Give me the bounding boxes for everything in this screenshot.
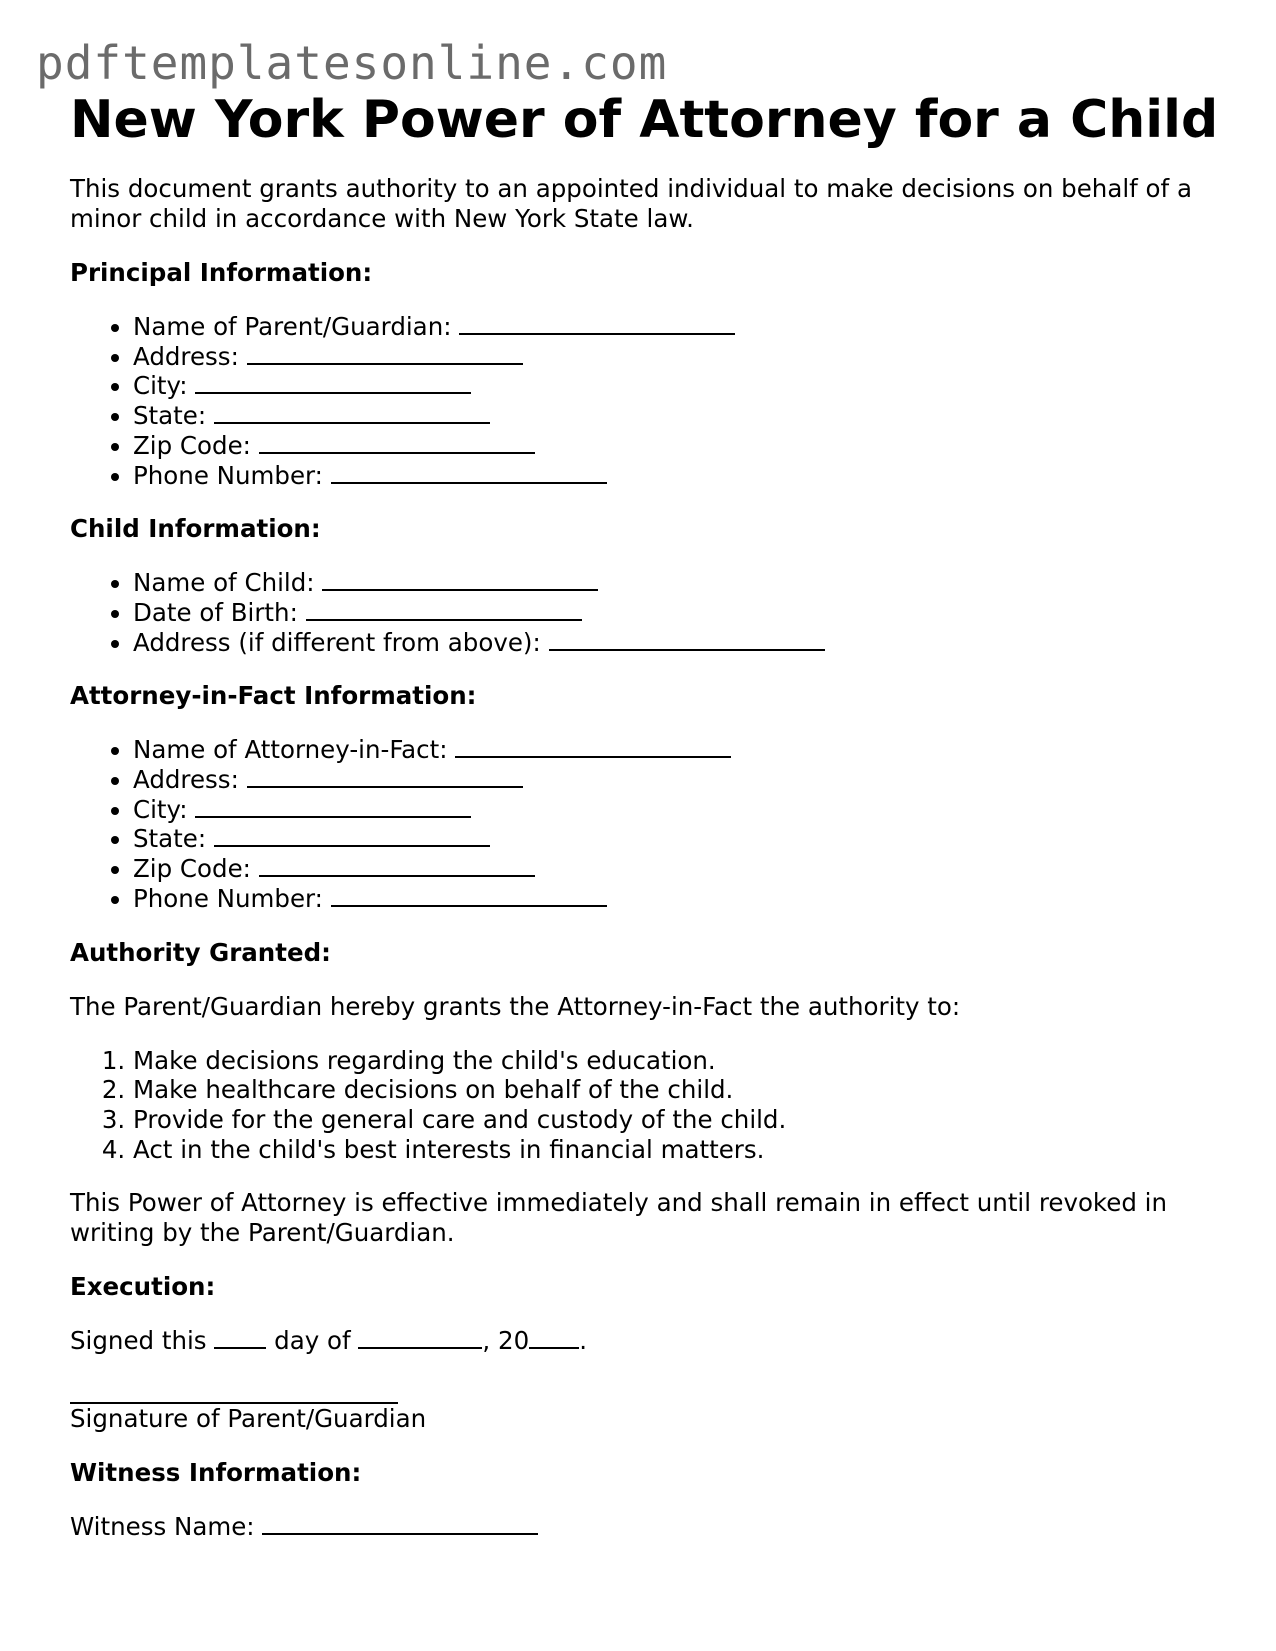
field-label: State: [133, 401, 207, 431]
list-item [133, 824, 1220, 854]
list-item [133, 371, 1220, 401]
effective-paragraph: This Power of Attorney is effective immediately and shall remain in effect until revoked in writing by the Parent/Guardian. [70, 1188, 1167, 1248]
list-item: 4. Act in the child's best interests in financial matters. [133, 1135, 1220, 1165]
child-heading: Child Information: [70, 514, 321, 544]
witness-name-label: Witness Name: [70, 1512, 255, 1542]
list-item [133, 342, 1220, 372]
authority-list [70, 1046, 1220, 1165]
attorney-heading: Attorney-in-Fact Information: [70, 681, 477, 711]
document-body [70, 88, 1220, 1542]
list-item [133, 628, 1220, 658]
field-label: Zip Code: [133, 854, 251, 884]
field-label: Name of Child: [133, 568, 315, 598]
blank-line [247, 343, 523, 365]
list-item [133, 568, 1220, 598]
field-label: Name of Attorney-in-Fact: [133, 735, 448, 765]
field-label: Address: [133, 765, 239, 795]
intro-paragraph: This document grants authority to an appointed individual to make decisions on behalf of a minor child in accordance with New York State law. [70, 174, 1192, 233]
blank-line [331, 885, 607, 907]
authority-lead: The Parent/Guardian hereby grants the Attorney-in-Fact the authority to: [70, 991, 961, 1021]
blank-line [214, 402, 490, 424]
field-label: Phone Number: [133, 883, 323, 913]
principal-heading: Principal Information: [70, 258, 373, 287]
blank-line [195, 372, 471, 394]
list-item: 1. Make decisions regarding the child's education. [133, 1046, 1220, 1076]
signature-line [70, 1382, 398, 1404]
blank-line [214, 825, 490, 847]
field-label: Address (if different from above): [133, 627, 541, 657]
blank-line [322, 569, 598, 591]
signed-year-prefix: , 20 [482, 1326, 530, 1356]
blank-line [306, 599, 582, 621]
field-label: City: [133, 794, 188, 824]
principal-fields-list [70, 312, 1220, 490]
field-label: City: [133, 371, 188, 401]
list-item: 2. Make healthcare decisions on behalf of the child. [133, 1075, 1220, 1105]
blank-line [549, 629, 825, 651]
blank-line [459, 313, 735, 335]
witness-name-line [70, 1512, 1220, 1542]
list-item: 3. Provide for the general care and custody of the child. [133, 1105, 1220, 1135]
list-item [133, 765, 1220, 795]
blank-line [259, 855, 535, 877]
field-label: Zip Code: [133, 430, 251, 460]
list-item [133, 884, 1220, 914]
list-item [133, 735, 1220, 765]
child-fields-list [70, 568, 1220, 657]
list-item [133, 598, 1220, 628]
attorney-fields-list [70, 735, 1220, 913]
blank-line [262, 1513, 538, 1535]
list-item [133, 795, 1220, 825]
field-label: Address: [133, 341, 239, 371]
list-item [133, 461, 1220, 491]
document-title: New York Power of Attorney for a Child [70, 90, 1219, 150]
signature-label: Signature of Parent/Guardian [70, 1404, 427, 1434]
month-blank [358, 1327, 482, 1349]
signed-suffix: . [579, 1326, 587, 1356]
signed-line [70, 1326, 1220, 1356]
field-label: Phone Number: [133, 460, 323, 490]
field-label: Name of Parent/Guardian: [133, 312, 452, 341]
signature-block [70, 1382, 1220, 1434]
watermark: pdftemplatesonline.com [36, 36, 668, 90]
field-label: Date of Birth: [133, 597, 298, 627]
blank-line [455, 736, 731, 758]
field-label: State: [133, 824, 207, 854]
witness-heading: Witness Information: [70, 1458, 362, 1488]
list-item [133, 401, 1220, 431]
blank-line [259, 432, 535, 454]
list-item [133, 854, 1220, 884]
blank-line [331, 462, 607, 484]
signed-day-of: day of [274, 1326, 351, 1356]
blank-line [195, 796, 471, 818]
list-item [133, 312, 1220, 342]
day-blank [214, 1327, 266, 1349]
list-item [133, 431, 1220, 461]
signed-prefix: Signed this [70, 1326, 207, 1356]
authority-heading: Authority Granted: [70, 937, 331, 967]
year-blank [529, 1327, 579, 1349]
execution-heading: Execution: [70, 1272, 216, 1302]
blank-line [247, 766, 523, 788]
